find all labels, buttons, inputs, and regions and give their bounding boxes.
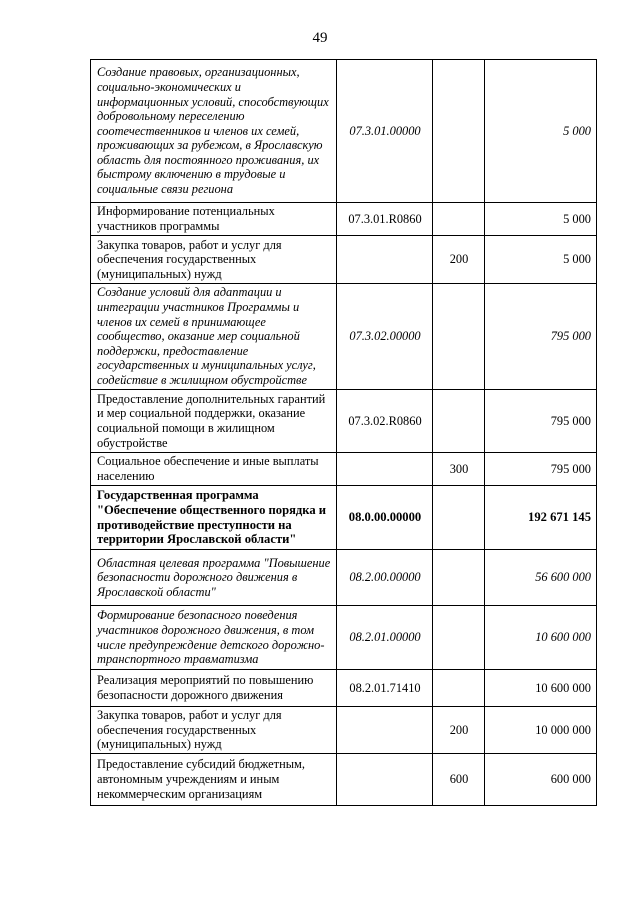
row-name: Создание условий для адаптации и интеграции участников Программы и членов их семей в принимающее сообщество, оказание мер социальной поддержки, предоставление государственных и муниципальных услуг, содействие в жилищном обустройстве: [91, 284, 337, 390]
row-amount: 10 600 000: [485, 670, 597, 707]
row-amount: 795 000: [485, 390, 597, 453]
table-row: [91, 550, 597, 606]
row-code: 07.3.02.00000: [337, 284, 433, 390]
row-name: Реализация мероприятий по повышению безопасности дорожного движения: [91, 670, 337, 707]
table-row: [91, 453, 597, 486]
table-row: [91, 390, 597, 453]
row-expense-type: [433, 486, 485, 550]
row-name: Создание правовых, организационных, социально-экономических и информационных условий, способствующих добровольному переселению соотечественников и членов их семей, проживающих за рубежом, в Ярославскую область для постоянного проживания, их быстрому включению в трудовые и социальные связи региона: [91, 60, 337, 203]
row-expense-type: 600: [433, 753, 485, 805]
row-name: Закупка товаров, работ и услуг для обеспечения государственных (муниципальных) нужд: [91, 236, 337, 284]
table-row: [91, 606, 597, 670]
row-code: [337, 753, 433, 805]
page-number: 49: [312, 30, 328, 46]
row-code: 07.3.02.R0860: [337, 390, 433, 453]
table-row: [91, 203, 597, 236]
row-amount: 5 000: [485, 236, 597, 284]
row-amount: 5 000: [485, 60, 597, 203]
row-code: 08.0.00.00000: [337, 486, 433, 550]
row-code: 08.2.01.71410: [337, 670, 433, 707]
row-name: Государственная программа "Обеспечение общественного порядка и противодействие преступности на территории Ярославской области": [91, 486, 337, 550]
row-expense-type: [433, 606, 485, 670]
table-row: [91, 486, 597, 550]
row-name: Формирование безопасного поведения участников дорожного движения, в том числе предупреждение детского дорожно-транспортного травматизма: [91, 606, 337, 670]
table-row: [91, 60, 597, 203]
row-expense-type: [433, 390, 485, 453]
row-name: Закупка товаров, работ и услуг для обеспечения государственных (муниципальных) нужд: [91, 707, 337, 754]
row-name: Предоставление субсидий бюджетным, автономным учреждениям и иным некоммерческим организациям: [91, 753, 337, 805]
row-expense-type: 200: [433, 236, 485, 284]
row-amount: 600 000: [485, 753, 597, 805]
row-expense-type: [433, 670, 485, 707]
row-expense-type: 200: [433, 707, 485, 754]
row-code: 08.2.01.00000: [337, 606, 433, 670]
row-expense-type: [433, 550, 485, 606]
table-row: [91, 284, 597, 390]
row-amount: 10 600 000: [485, 606, 597, 670]
row-amount: 795 000: [485, 453, 597, 486]
row-code: 07.3.01.R0860: [337, 203, 433, 236]
row-expense-type: 300: [433, 453, 485, 486]
table-row: [91, 753, 597, 805]
row-code: [337, 707, 433, 754]
row-name: Предоставление дополнительных гарантий и мер социальной поддержки, оказание социальной помощи в жилищном обустройстве: [91, 390, 337, 453]
row-amount: 56 600 000: [485, 550, 597, 606]
row-code: 07.3.01.00000: [337, 60, 433, 203]
table-row: [91, 236, 597, 284]
row-name: Информирование потенциальных участников программы: [91, 203, 337, 236]
row-name: Областная целевая программа "Повышение безопасности дорожного движения в Ярославской области": [91, 550, 337, 606]
row-name: Социальное обеспечение и иные выплаты населению: [91, 453, 337, 486]
table-row: [91, 707, 597, 754]
row-amount: 192 671 145: [485, 486, 597, 550]
row-amount: 795 000: [485, 284, 597, 390]
row-expense-type: [433, 60, 485, 203]
budget-table: [90, 59, 597, 806]
row-expense-type: [433, 284, 485, 390]
row-code: 08.2.00.00000: [337, 550, 433, 606]
row-expense-type: [433, 203, 485, 236]
row-code: [337, 453, 433, 486]
table-row: [91, 670, 597, 707]
row-amount: 5 000: [485, 203, 597, 236]
row-amount: 10 000 000: [485, 707, 597, 754]
row-code: [337, 236, 433, 284]
